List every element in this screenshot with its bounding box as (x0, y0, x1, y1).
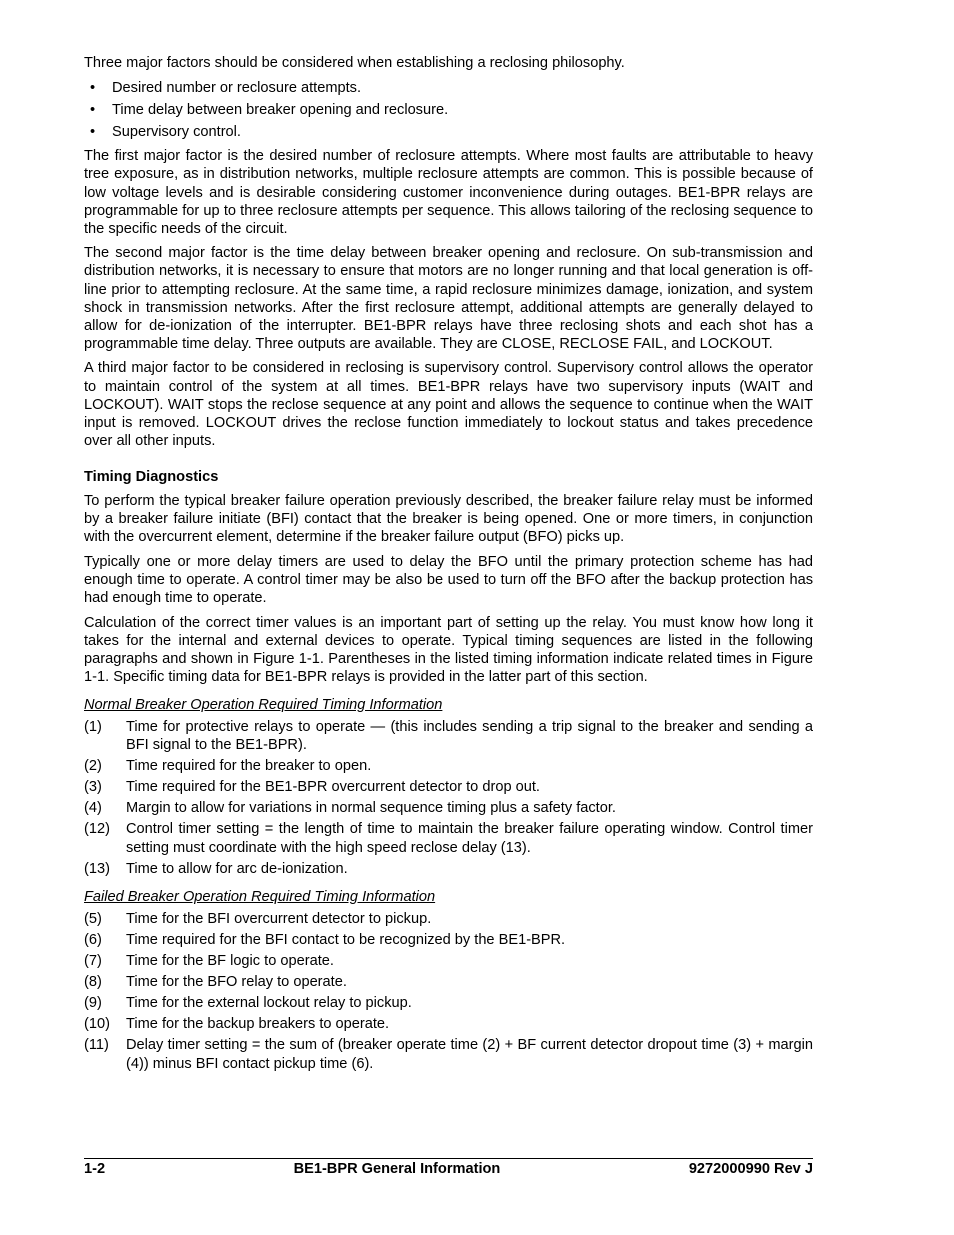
item-number: (9) (84, 995, 102, 1012)
item-text: Delay timer setting = the sum of (breaker operate time (2) + BF current detector dropout time (3) + margin (4)) minus BFI contact pickup time (6). (126, 1037, 813, 1072)
section-heading-timing: Timing Diagnostics (84, 468, 219, 485)
failed-timing-list (84, 910, 813, 1073)
item-text: Time for the BFO relay to operate. (126, 974, 347, 991)
list-item (84, 1036, 813, 1072)
item-number: (10) (84, 1016, 110, 1033)
item-number: (8) (84, 974, 102, 991)
item-text: Control timer setting = the length of time to maintain the breaker failure operating window. Control timer setting must coordinate with the high speed reclose delay (13). (126, 821, 813, 856)
timing-paragraph: To perform the typical breaker failure operation previously described, the breaker failure relay must be informed by a breaker failure initiate (BFI) contact that the breaker is being opened. One or more timers, in conjunction with the overcurrent element, determine if the breaker failure output (BFO) picks up. (84, 492, 813, 546)
list-item (84, 973, 813, 991)
subheading-normal-operation: Normal Breaker Operation Required Timing Information (84, 696, 443, 713)
list-item (84, 994, 813, 1012)
item-text: Time for the BF logic to operate. (126, 953, 334, 970)
list-item: • Desired number or reclosure attempts. (84, 79, 813, 97)
item-number: (1) (84, 719, 102, 735)
document-number: 9272000990 Rev J (688, 1161, 813, 1177)
paragraph-third-factor: A third major factor to be considered in reclosing is supervisory control. Supervisory control allows the operator to maintain control of the system at all times. BE1-BPR relays have two supervisory inputs (WAIT and LOCKOUT). WAIT stops the reclose sequence at any point and allows the sequence to continue when the WAIT input is removed. LOCKOUT drives the reclose function immediately to lockout status and takes precedence over all other inputs. (84, 360, 813, 449)
item-text: Time for protective relays to operate — (this includes sending a trip signal to the breaker and sending a BFI signal to the BE1-BPR). (126, 719, 813, 754)
intro-paragraph: Three major factors should be considered when establishing a reclosing philosophy. (84, 55, 625, 71)
item-text: Margin to allow for variations in normal sequence timing plus a safety factor. (126, 800, 616, 817)
item-number: (11) (84, 1037, 109, 1054)
normal-timing-list (84, 718, 813, 878)
timing-paragraph: Typically one or more delay timers are used to delay the BFO until the primary protection scheme has had enough time to operate. A control timer may be also be used to turn off the BFO after the backup protection has had enough time to operate. (84, 553, 813, 606)
item-text: Time required for the BFI contact to be recognized by the BE1-BPR. (126, 931, 566, 948)
item-number: (2) (84, 758, 102, 775)
list-item: • Supervisory control. (84, 123, 813, 141)
list-item (84, 860, 813, 878)
item-number: (12) (84, 821, 110, 838)
item-text: Time for the external lockout relay to pickup. (126, 995, 412, 1012)
factor-list (84, 79, 813, 141)
footer-title: BE1-BPR General Information (293, 1161, 501, 1177)
list-item: • Time delay between breaker opening and reclosure. (84, 101, 813, 119)
item-text: Time for the backup breakers to operate. (126, 1016, 390, 1033)
subheading-failed-operation: Failed Breaker Operation Required Timing Information (84, 888, 436, 905)
item-number: (7) (84, 953, 102, 970)
list-item (84, 799, 813, 817)
item-number: (6) (84, 931, 102, 948)
item-number: (13) (84, 860, 110, 877)
list-item (84, 952, 813, 970)
item-number: (4) (84, 800, 102, 817)
list-item (84, 718, 813, 754)
item-number: (3) (84, 779, 102, 796)
list-item (84, 778, 813, 796)
item-number: (5) (84, 910, 102, 927)
item-text: Time required for the breaker to open. (126, 758, 372, 775)
item-text: Time required for the BE1-BPR overcurrent detector to drop out. (126, 779, 540, 796)
list-item (84, 910, 813, 928)
document-body (84, 54, 813, 1079)
page-footer (84, 1158, 813, 1177)
paragraph-first-factor: The first major factor is the desired number of reclosure attempts. Where most faults are attributable to heavy tree exposure, as in distribution networks, multiple reclosure attempts are common. This is possible because of low voltage levels and is desirable considering customer inconvenience during outages. BE1-BPR relays are programmable for up to three reclosure attempts per sequence. This allows tailoring of the reclosing sequence to the specific needs of the circuit. (84, 148, 813, 237)
timing-paragraph: Calculation of the correct timer values is an important part of setting up the relay. You must know how long it takes for the internal and external devices to operate. Typical timing sequences are listed in the following paragraphs and shown in Figure 1-1. Parentheses in the listed timing information indicate related times in Figure 1-1. Specific timing data for BE1-BPR relays is provided in the latter part of this section. (84, 614, 813, 685)
item-text: Time to allow for arc de-ionization. (126, 860, 348, 877)
page-number: 1-2 (84, 1161, 106, 1177)
list-item (84, 757, 813, 775)
paragraph-second-factor: The second major factor is the time delay between breaker opening and reclosure. On sub-transmission and distribution networks, it is necessary to ensure that motors are no longer running and that local generation is off-line prior to attempting reclosure. At the same time, a rapid reclosure minimizes damage, ionization, and system shock in transmission networks. After the first reclosure attempt, additional attempts are generally delayed to allow for de-ionization of the interrupter. BE1-BPR relays have three reclosing shots and each shot has a programmable time delay. Three outputs are available. They are CLOSE, RECLOSE FAIL, and LOCKOUT. (84, 245, 813, 352)
list-item (84, 931, 813, 949)
item-text: Time for the BFI overcurrent detector to pickup. (126, 910, 432, 927)
list-item (84, 1015, 813, 1033)
list-item (84, 820, 813, 856)
